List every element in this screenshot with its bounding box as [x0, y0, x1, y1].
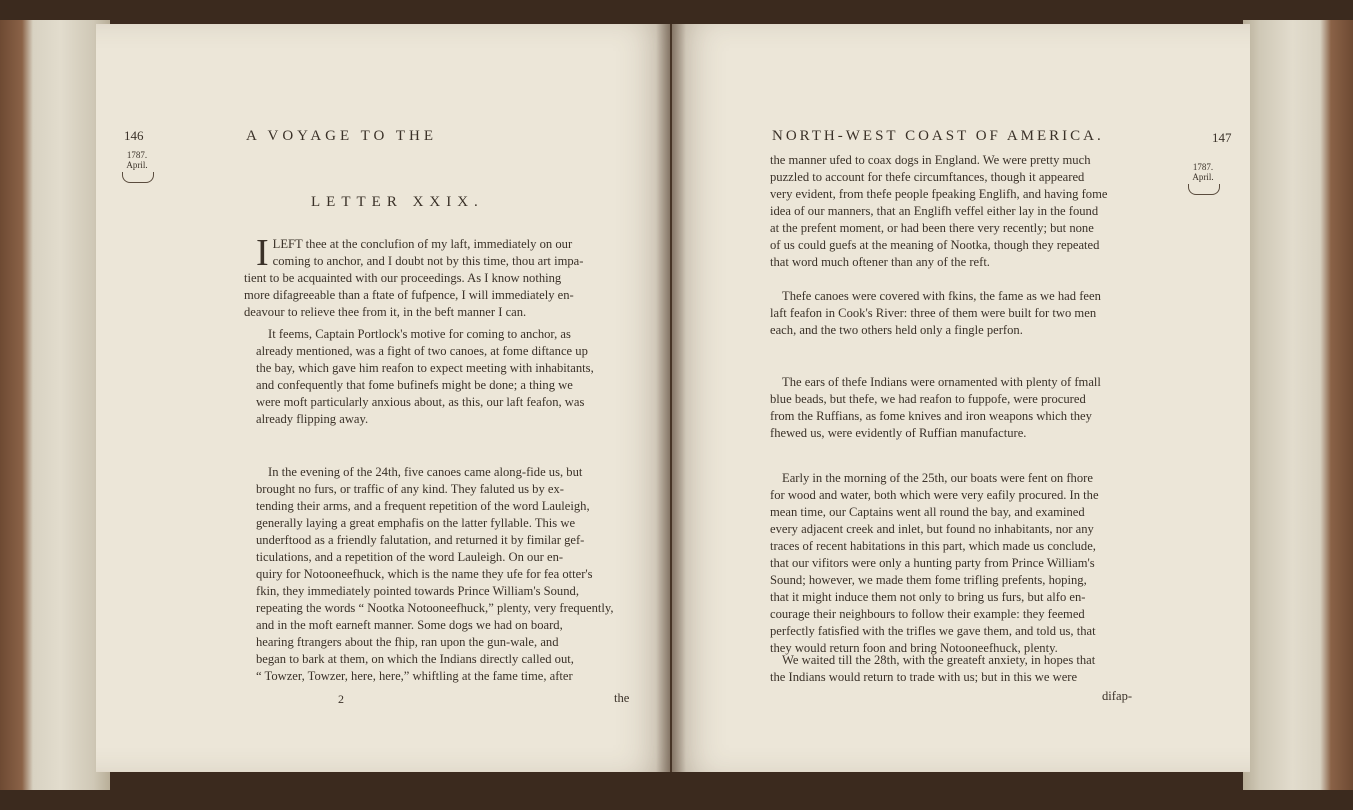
text-line: Sound; however, we made them fome trifling prefents, hoping,	[770, 573, 1087, 587]
margin-month: April.	[1192, 172, 1214, 182]
right-catchword: difap-	[1102, 689, 1133, 703]
text-line: each, and the two others held only a fingle perfon.	[770, 323, 1023, 337]
text-line: blue beads, but thefe, we had reafon to fuppofe, were procured	[770, 392, 1086, 406]
text-line: that our vifitors were only a hunting party from Prince William's	[770, 556, 1095, 570]
text-line: more difagreeable than a ftate of fufpence, I will immediately en-	[244, 288, 574, 302]
text-line: We waited till the 28th, with the greateft anxiety, in hopes that	[782, 653, 1096, 667]
right-running-head: NORTH-WEST COAST OF AMERICA.	[772, 128, 1104, 144]
left-margin-brace	[122, 172, 154, 183]
text-line: the Indians would return to trade with us; but in this we were	[770, 670, 1078, 684]
book-gutter	[656, 24, 686, 772]
text-line: generally laying a great emphafis on the latter fyllable. This we	[256, 516, 576, 530]
text-line: and in the moft earneft manner. Some dogs we had on board,	[256, 618, 563, 632]
text-line: tending their arms, and a frequent repetition of the word Lauleigh,	[256, 499, 590, 513]
left-paragraph-2	[256, 326, 636, 428]
text-line: In the evening of the 24th, five canoes came along-fide us, but	[268, 465, 583, 479]
right-page	[672, 24, 1250, 772]
right-paragraph-3	[770, 374, 1152, 442]
text-line: The ears of thefe Indians were ornamented with plenty of fmall	[782, 375, 1101, 389]
text-line: traces of recent habitations in this part, which made us conclude,	[770, 539, 1096, 553]
text-line: for wood and water, both which were very eafily procured. In the	[770, 488, 1099, 502]
text-line: already flipping away.	[256, 412, 369, 426]
text-line: It feems, Captain Portlock's motive for coming to anchor, as	[268, 327, 571, 341]
right-paragraph-4	[770, 470, 1152, 657]
text-line: every adjacent creek and inlet, but found no inhabitants, nor any	[770, 522, 1094, 536]
text-line: the manner ufed to coax dogs in England. We were pretty much	[770, 153, 1091, 167]
text-line: repeating the words “ Nootka Notooneefhuck,” plenty, very frequently,	[256, 601, 614, 615]
right-paragraph-2	[770, 288, 1152, 339]
text-line: Thefe canoes were covered with fkins, the fame as we had feen	[782, 289, 1101, 303]
margin-year: 1787.	[1192, 162, 1214, 172]
left-page-number: 146	[124, 128, 144, 143]
left-paragraph-1	[244, 232, 636, 321]
text-line: already mentioned, was a fight of two canoes, at fome diftance up	[256, 344, 588, 358]
left-page	[96, 24, 670, 772]
text-line: fhewed us, were evidently of Ruffian manufacture.	[770, 426, 1027, 440]
drop-cap: I	[256, 232, 269, 274]
text-line: were moft particularly anxious about, as this, our laft feafon, was	[256, 395, 585, 409]
text-line: courage their neighbours to follow their example: they feemed	[770, 607, 1085, 621]
right-page-edges	[1243, 20, 1353, 790]
right-margin-date	[1186, 162, 1220, 182]
left-paragraph-3	[256, 464, 636, 685]
text-line: coming to anchor, and I doubt not by this time, thou art impa-	[272, 254, 584, 268]
text-line: idea of our manners, that an Englifh veffel either lay in the found	[770, 204, 1099, 218]
text-line: puzzled to account for thefe circumftances, though it appeared	[770, 170, 1085, 184]
right-margin-brace	[1188, 184, 1220, 195]
margin-month: April.	[126, 160, 148, 170]
left-running-head: A VOYAGE TO THE	[246, 128, 437, 144]
margin-year: 1787.	[126, 150, 148, 160]
text-line: “ Towzer, Towzer, here, here,” whiftling at the fame time, after	[256, 669, 573, 683]
right-paragraph-1	[770, 152, 1152, 271]
left-page-edges	[0, 20, 110, 790]
text-line: laft feafon in Cook's River: three of them were built for two men	[770, 306, 1097, 320]
text-line: that it might induce them not only to bring us furs, but alfo en-	[770, 590, 1086, 604]
text-line: hearing ftrangers about the fhip, ran upon the gun-wale, and	[256, 635, 559, 649]
right-paragraph-5	[770, 652, 1152, 686]
left-margin-date	[120, 150, 154, 170]
text-line: Early in the morning of the 25th, our boats were fent on fhore	[782, 471, 1093, 485]
left-catchword: the	[614, 691, 630, 705]
text-line: they would return foon and bring Notooneefhuck, plenty.	[770, 641, 1058, 655]
text-line: and confequently that fome bufinefs might be done; a thing we	[256, 378, 573, 392]
signature-mark: 2	[338, 692, 344, 706]
text-line: the bay, which gave him reafon to expect meeting with inhabitants,	[256, 361, 594, 375]
text-line: that word much oftener than any of the reft.	[770, 255, 990, 269]
text-line: of us could guefs at the meaning of Nootka, though they repeated	[770, 238, 1100, 252]
text-line: fkin, they immediately pointed towards Prince William's Sound,	[256, 584, 579, 598]
text-line: LEFT thee at the conclufion of my laft, immediately on our	[272, 237, 573, 251]
text-line: underftood as a friendly falutation, and returned it by fimilar gef-	[256, 533, 585, 547]
text-line: brought no furs, or traffic of any kind. They faluted us by ex-	[256, 482, 565, 496]
text-line: mean time, our Captains went all round the bay, and examined	[770, 505, 1085, 519]
text-line: at the prefent moment, or had been there very recently; but none	[770, 221, 1094, 235]
text-line: perfectly fatisfied with the trifles we gave them, and told us, that	[770, 624, 1096, 638]
text-line: began to bark at them, on which the Indians directly called out,	[256, 652, 574, 666]
letter-title: LETTER XXIX.	[311, 194, 484, 210]
text-line: from the Ruffians, as fome knives and iron weapons which they	[770, 409, 1092, 423]
text-line: very evident, from thefe people fpeaking Englifh, and having fome	[770, 187, 1108, 201]
text-line: deavour to relieve thee from it, in the beft manner I can.	[244, 305, 527, 319]
text-line: quiry for Notooneefhuck, which is the name they ufe for fea otter's	[256, 567, 593, 581]
right-page-number: 147	[1212, 130, 1232, 145]
text-line: tient to be acquainted with our proceedings. As I know nothing	[244, 271, 562, 285]
text-line: ticulations, and a repetition of the word Lauleigh. On our en-	[256, 550, 564, 564]
